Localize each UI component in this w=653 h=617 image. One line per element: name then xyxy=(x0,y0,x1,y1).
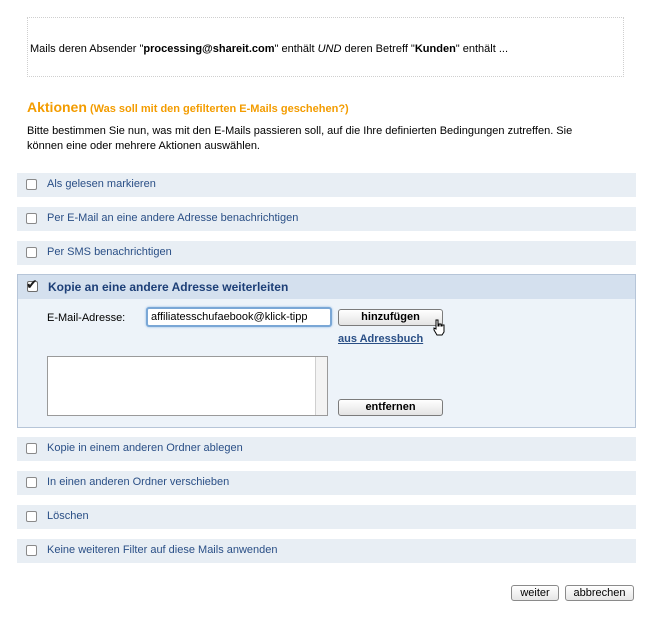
notify-sms-label[interactable]: Per SMS benachrichtigen xyxy=(47,246,172,258)
checkmark-icon: ✔ xyxy=(26,276,38,292)
action-row-forward-copy[interactable] xyxy=(18,275,635,299)
notify-email-label[interactable]: Per E-Mail an eine andere Adresse benachrichtigen xyxy=(47,212,299,224)
action-row-stop-filters[interactable] xyxy=(17,539,636,563)
hand-pointer-icon xyxy=(432,319,446,337)
notify-sms-checkbox[interactable] xyxy=(26,247,37,258)
condition-middle1: " enthält xyxy=(274,43,318,55)
action-row-copy-folder[interactable] xyxy=(17,437,636,461)
actions-title: Aktionen xyxy=(27,99,87,115)
action-row-notify-sms[interactable] xyxy=(17,241,636,265)
action-row-move-folder[interactable] xyxy=(17,471,636,495)
stop-filters-checkbox[interactable] xyxy=(26,545,37,556)
copy-folder-label[interactable]: Kopie in einem anderen Ordner ablegen xyxy=(47,442,243,454)
delete-label[interactable]: Löschen xyxy=(47,510,89,522)
actions-intro-text: Bitte bestimmen Sie nun, was mit den E-Mails passieren soll, auf die Ihre definierten Bedingungen zutreffen. Sie können eine oder mehrere Aktionen auswählen. xyxy=(27,125,573,152)
action-row-delete[interactable] xyxy=(17,505,636,529)
action-row-mark-read[interactable] xyxy=(17,173,636,197)
condition-subject: Kunden xyxy=(414,43,456,55)
mark-read-label[interactable]: Als gelesen markieren xyxy=(47,178,156,190)
recipient-list[interactable] xyxy=(47,356,328,416)
move-folder-label[interactable]: In einen anderen Ordner verschieben xyxy=(47,476,230,488)
forward-copy-label[interactable]: Kopie an eine andere Adresse weiterleiten xyxy=(48,280,289,294)
next-button[interactable]: weiter xyxy=(511,585,559,601)
mark-read-checkbox[interactable] xyxy=(26,179,37,190)
copy-folder-checkbox[interactable] xyxy=(26,443,37,454)
email-address-label: E-Mail-Adresse: xyxy=(47,312,126,324)
condition-suffix: " enthält ... xyxy=(455,43,509,55)
actions-subtitle: (Was soll mit den gefilterten E-Mails geschehen?) xyxy=(89,103,349,115)
add-address-button[interactable]: hinzufügen xyxy=(338,309,443,326)
actions-section-title xyxy=(27,99,349,115)
condition-prefix: Mails deren Absender " xyxy=(30,43,144,55)
recipient-list-scrollbar[interactable] xyxy=(315,357,327,415)
notify-email-checkbox[interactable] xyxy=(26,213,37,224)
remove-address-button[interactable]: entfernen xyxy=(338,399,443,416)
delete-checkbox[interactable] xyxy=(26,511,37,522)
condition-and-word: UND xyxy=(317,43,342,55)
move-folder-checkbox[interactable] xyxy=(26,477,37,488)
email-address-input[interactable] xyxy=(146,307,332,327)
cancel-button[interactable]: abbrechen xyxy=(565,585,634,601)
stop-filters-label[interactable]: Keine weiteren Filter auf diese Mails anwenden xyxy=(47,544,278,556)
forward-copy-panel xyxy=(17,274,636,428)
condition-summary-text xyxy=(30,43,508,55)
condition-middle2: deren Betreff " xyxy=(341,43,415,55)
address-book-link[interactable]: aus Adressbuch xyxy=(338,333,424,345)
action-row-notify-email[interactable] xyxy=(17,207,636,231)
condition-summary-box xyxy=(27,17,624,77)
condition-sender: processing@shareit.com xyxy=(143,43,275,55)
